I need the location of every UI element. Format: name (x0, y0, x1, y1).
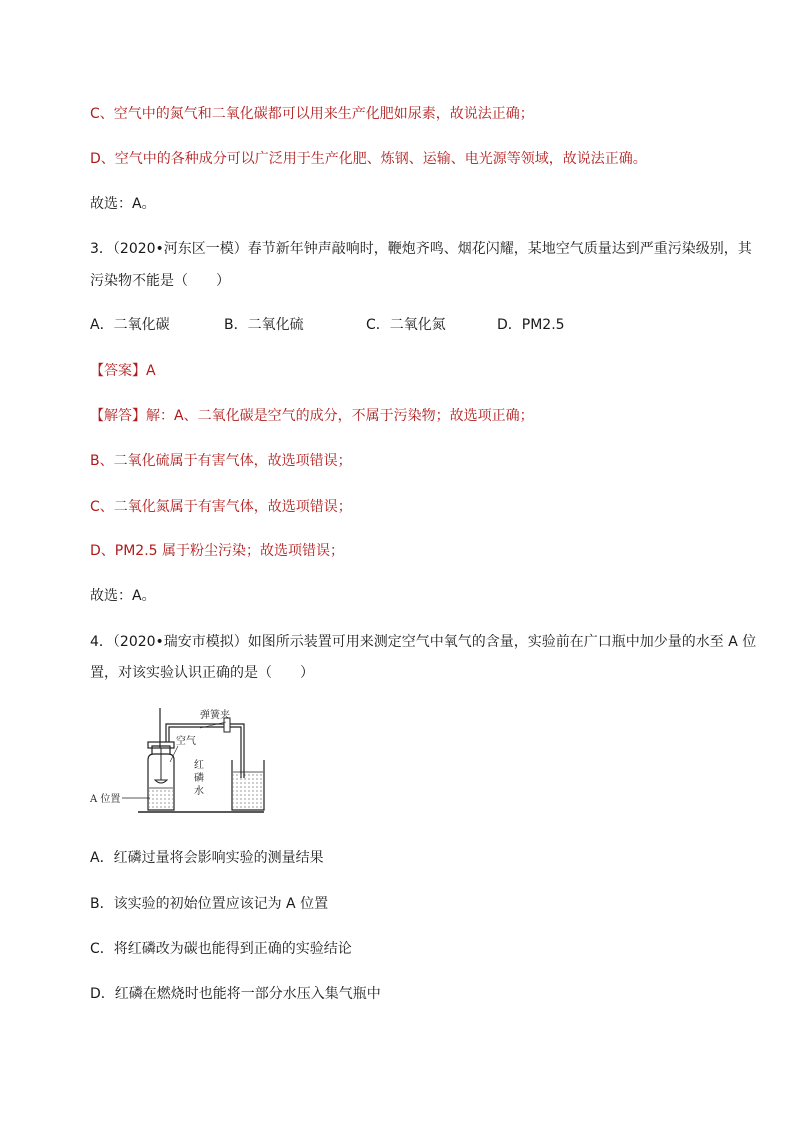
q4-option-b: B．该实验的初始位置应该记为 A 位置 (90, 896, 329, 912)
q3-option-a: A．二氧化碳 (90, 317, 170, 333)
q3-analysis-b: B、二氧化硫属于有害气体，故选项错误； (90, 453, 352, 469)
q4-option-a: A．红磷过量将会影响实验的测量结果 (90, 850, 324, 866)
explanation-conclusion: 故选：A。 (90, 196, 156, 212)
q3-option-d: D．PM2.5 (497, 317, 565, 333)
label-clamp: 弹簧夹 (200, 710, 230, 721)
label-water: 水 (194, 786, 204, 797)
q3-analysis-d: D、PM2.5 属于粉尘污染；故选项错误； (90, 543, 345, 559)
q4-stem-line2: 置，对该实验认识正确的是（ ） (90, 665, 314, 681)
q4-stem-line1: 4．（2020•瑞安市模拟）如图所示装置可用来测定空气中氧气的含量，实验前在广口瓶中加少量的水至 A 位 (90, 634, 757, 650)
explanation-line-c: C、空气中的氮气和二氧化碳都可以用来生产化肥如尿素，故说法正确； (90, 106, 534, 122)
jar-water (149, 788, 173, 809)
q3-analysis-tag: 【解答】 (90, 408, 146, 424)
beaker-water (233, 772, 263, 809)
spoon-cup (155, 780, 167, 783)
q3-stem-line1: 3．（2020•河东区一模）春节新年钟声敲响时，鞭炮齐鸣、烟花闪耀，某地空气质量达到严重污染级别，其 (90, 241, 752, 257)
q3-answer-value: A (146, 363, 156, 379)
q3-analysis-c: C、二氧化氮属于有害气体，故选项错误； (90, 499, 352, 515)
label-red-p-1: 红 (194, 760, 204, 771)
q3-option-c: C．二氧化氮 (366, 317, 446, 333)
explanation-line-d: D、空气中的各种成分可以广泛用于生产化肥、炼钢、运输、电光源等领域，故说法正确。 (90, 151, 647, 167)
q3-analysis-a (90, 406, 534, 426)
label-position: A 位置 (90, 794, 121, 805)
q3-analysis-a-text: 解：A、二氧化碳是空气的成分，不属于污染物；故选项正确； (146, 408, 534, 424)
apparatus-figure (88, 706, 268, 816)
q4-option-d: D．红磷在燃烧时也能将一部分水压入集气瓶中 (90, 986, 381, 1002)
q3-stem-line2: 污染物不能是（ ） (90, 273, 230, 289)
q3-option-b: B．二氧化硫 (224, 317, 304, 333)
label-red-p-2: 磷 (194, 773, 204, 784)
q3-answer (90, 361, 156, 381)
q3-answer-tag: 【答案】 (90, 363, 146, 379)
connecting-tube-inner (169, 727, 241, 778)
q4-option-c: C．将红磷改为碳也能得到正确的实验结论 (90, 941, 352, 957)
apparatus-diagram (88, 706, 268, 816)
label-air: 空气 (176, 736, 196, 747)
q3-conclusion: 故选：A。 (90, 588, 156, 604)
